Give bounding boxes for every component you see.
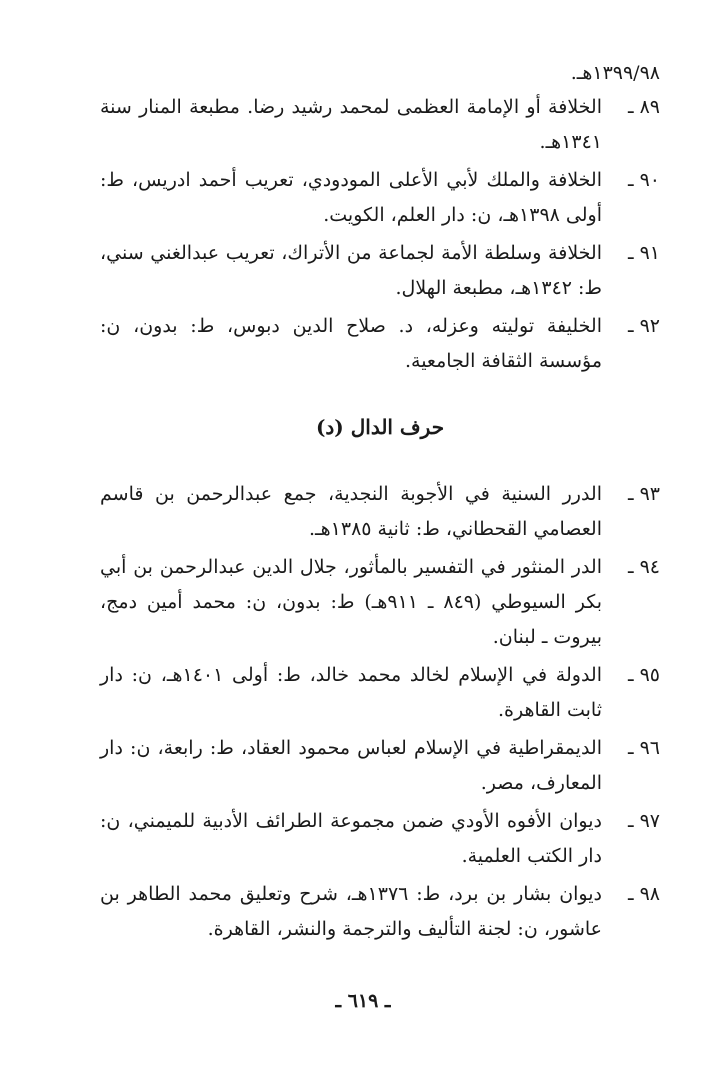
bibliography-entry: [100, 90, 660, 160]
bibliography-entry: [100, 309, 660, 379]
entry-text: الخليفة توليته وعزله، د. صلاح الدين دبوس، ط: بدون، ن: مؤسسة الثقافة الجامعية.: [100, 315, 602, 372]
bibliography-entry: [100, 877, 660, 947]
entry-text: الدولة في الإسلام لخالد محمد خالد، ط: أولى ١٤٠١هـ، ن: دار ثابت القاهرة.: [100, 664, 602, 721]
entry-number: ٩٤ ـ: [627, 556, 660, 578]
entries-bottom: [100, 477, 660, 947]
entry-text: الخلافة أو الإمامة العظمى لمحمد رشيد رضا. مطبعة المنار سنة ١٣٤١هـ.: [100, 96, 602, 153]
entry-text: الخلافة وسلطة الأمة لجماعة من الأتراك، تعريب عبدالغني سني، ط: ١٣٤٢هـ، مطبعة الهلال.: [100, 242, 602, 299]
entry-text: الدرر السنية في الأجوبة النجدية، جمع عبدالرحمن بن قاسم العصامي القحطاني، ط: ثانية ١٣٨٥هـ.: [100, 483, 602, 540]
entry-text: ديوان بشار بن برد، ط: ١٣٧٦هـ، شرح وتعليق محمد الطاهر بن عاشور، ن: لجنة التأليف والترجمة والنشر، القاهرة.: [100, 883, 602, 940]
entry-number: ٩٠ ـ: [627, 169, 660, 191]
continuation-line: ١٣٩٩/٩٨هـ.: [570, 62, 660, 84]
entry-number: ٩٦ ـ: [627, 737, 660, 759]
bibliography-entry: [100, 477, 660, 547]
entry-number: ٩٣ ـ: [627, 483, 660, 505]
bibliography-entry: [100, 658, 660, 728]
entry-text: الخلافة والملك لأبي الأعلى المودودي، تعريب أحمد ادريس، ط: أولى ١٣٩٨هـ، ن: دار العلم، الكويت.: [100, 169, 602, 226]
bibliography-entry: [100, 236, 660, 306]
entry-number: ٩٨ ـ: [627, 883, 660, 905]
bibliography-entry: [100, 731, 660, 801]
bibliography-entry: [100, 804, 660, 874]
entry-number: ٨٩ ـ: [627, 96, 660, 118]
entry-text: الديمقراطية في الإسلام لعباس محمود العقاد، ط: رابعة، ن: دار المعارف، مصر.: [100, 737, 602, 794]
bibliography-entry: [100, 550, 660, 655]
entry-number: ٩٢ ـ: [627, 315, 660, 337]
entry-number: ٩٥ ـ: [627, 664, 660, 686]
section-heading: حرف الدال (د): [315, 415, 445, 439]
page-body: [100, 56, 660, 947]
entries-top: [100, 90, 660, 379]
entry-text: ديوان الأفوه الأودي ضمن مجموعة الطرائف الأدبية للميمني، ن: دار الكتب العلمية.: [100, 810, 602, 867]
bibliography-entry: [100, 163, 660, 233]
page-number: ـ ٦١٩ ـ: [335, 990, 391, 1012]
entry-text: الدر المنثور في التفسير بالمأثور، جلال الدين عبدالرحمن بن أبي بكر السيوطي (٨٤٩ ـ ٩١١هـ) ط: بدون، ن: محمد أمين دمج، بيروت ـ لبنان.: [100, 556, 602, 648]
entry-number: ٩١ ـ: [627, 242, 660, 264]
entry-number: ٩٧ ـ: [627, 810, 660, 832]
